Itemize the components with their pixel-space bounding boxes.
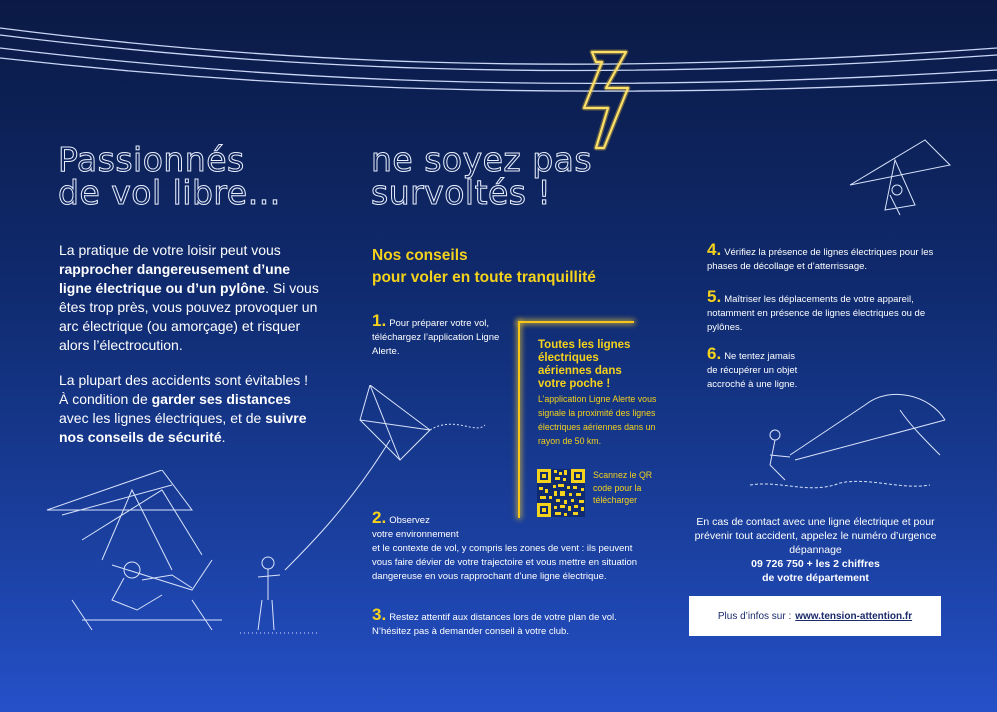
headline-left-line1: Passionnés	[58, 140, 245, 179]
conseils-title	[372, 245, 596, 289]
callout-title: Toutes les lignes électriques aériennes dans votre poche !	[538, 339, 631, 390]
contact-text: En cas de contact avec une ligne électrique et pour prévenir tout accident, appelez le numéro d’urgence dépannage	[694, 516, 937, 556]
tip-2-number: 2.	[372, 508, 387, 527]
tip-3-text: Restez attentif aux distances lors de votre plan de vol. N’hésitez pas à demander conseil à votre club.	[372, 612, 617, 637]
tip-2-text-b: votre environnement	[372, 529, 459, 540]
tip-1-text: Pour préparer votre vol, téléchargez l’application Ligne Alerte.	[372, 318, 500, 357]
callout-body: L’application Ligne Alerte vous signale la proximité des lignes électriques aériennes dans un rayon de 50 km.	[538, 394, 657, 446]
tip-3-number: 3.	[372, 605, 387, 624]
callout-bracket-left	[518, 321, 520, 518]
conseils-title-line1: Nos conseils	[372, 247, 468, 264]
intro-p1-text: La pratique de votre loisir peut vous	[59, 242, 281, 258]
emergency-contact	[693, 515, 938, 585]
headline-left-line2: de vol libre…	[58, 173, 282, 212]
intro-p2-text-mid: avec les lignes électriques, et de	[59, 410, 266, 426]
intro-p2-text: La plupart des accidents sont évitables ! À condition de	[59, 372, 309, 407]
intro-p2-emphasis: garder ses distances	[151, 391, 291, 407]
emergency-number: 09 726 750	[751, 558, 804, 570]
conseils-title-line2: pour voler en toute tranquillité	[372, 269, 596, 286]
headline-right	[371, 140, 593, 212]
headline-right-line1: ne soyez pas	[371, 140, 593, 179]
intro-p2-text-end: .	[221, 429, 226, 445]
intro-paragraph-1	[59, 241, 321, 355]
tip-4	[707, 240, 942, 274]
hang-glider-left-illustration	[42, 470, 242, 640]
tip-4-number: 4.	[707, 240, 722, 259]
tip-1-number: 1.	[372, 311, 387, 330]
tip-5-text: Maîtriser les déplacements de votre appareil, notamment en présence de lignes électriques ou de pylônes.	[707, 294, 926, 333]
hang-glider-right-illustration	[845, 135, 955, 220]
intro-p1-text-end: . Si vous êtes trop près, vous pouvez provoquer un arc électrique (ou amorçage) et risquer alors l’électrocution.	[59, 280, 319, 353]
lightning-bolt-icon	[584, 52, 628, 148]
tip-2-text-a: Observez	[389, 515, 430, 526]
tip-2-text-c: et le contexte de vol, y compris les zones de vent : ils peuvent vous faire dévier de votre trajectoire et vous mettre en situation dangereuse en vous rapprochant d’une ligne électrique.	[372, 543, 638, 582]
tip-5-number: 5.	[707, 287, 722, 306]
info-box	[689, 596, 941, 636]
intro-p2-emphasis-2: suivre nos conseils de sécurité	[59, 410, 307, 445]
tip-4-text: Vérifiez la présence de lignes électriques pour les phases de décollage et d’atterrissage.	[707, 247, 934, 272]
headline-right-line2: survoltés !	[371, 173, 552, 212]
headline-left	[58, 140, 282, 212]
tip-1	[372, 311, 512, 359]
qr-code[interactable]	[537, 469, 585, 517]
callout-bracket-top	[518, 321, 634, 323]
tip-6-text-a: Ne tentez jamais	[724, 351, 795, 362]
intro-p1-emphasis: rapprocher dangereusement d’une ligne électrique ou d’un pylône	[59, 261, 291, 296]
info-link[interactable]: www.tension-attention.fr	[795, 610, 913, 622]
tip-6-number: 6.	[707, 344, 722, 363]
contact-line3: de votre département	[762, 572, 869, 584]
qr-caption: Scannez le QR code pour la télécharger	[593, 470, 653, 505]
tip-6-text-b: de récupérer un objet accroché à une ligne.	[707, 365, 798, 390]
kite-flyer-illustration	[240, 385, 500, 645]
tip-5	[707, 287, 947, 335]
info-prefix: Plus d’infos sur :	[717, 610, 792, 622]
contact-line2: + les 2 chiffres	[803, 558, 880, 570]
kitesurfer-illustration	[740, 385, 950, 505]
